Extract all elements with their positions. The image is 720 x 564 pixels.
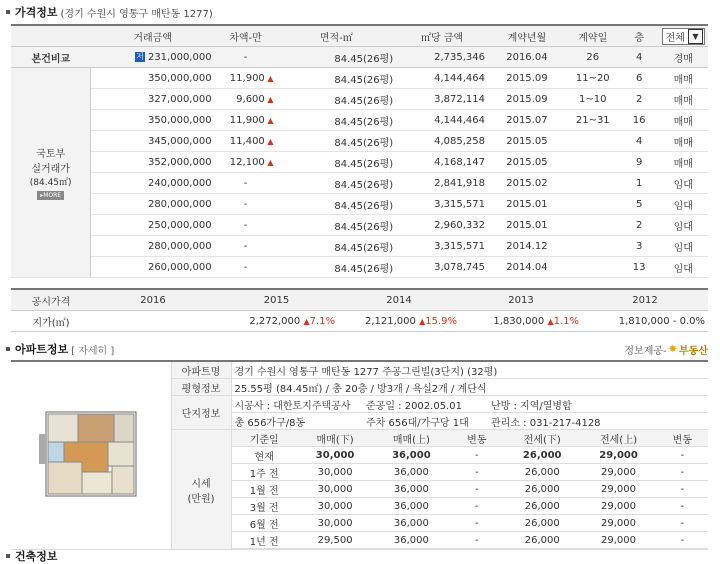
market-row [232,481,709,498]
market-header: 변동 [657,430,708,447]
up-triangle-icon: ▲ [419,316,426,326]
filter-value: 전체 [665,32,685,44]
market-cell: 30,000 [297,498,373,515]
market-row [232,464,709,481]
price-row [11,257,708,278]
cell-floor: 16 [620,110,659,131]
compare-price [91,47,215,68]
header-day: 계약일 [566,25,620,47]
header-floor: 층 [620,25,659,47]
cell-floor: 13 [620,257,659,278]
public-val-2012 [582,311,708,332]
cell-ym: 2014.12 [488,236,566,257]
sun-logo-icon: ✸ [668,344,678,355]
heating-value: 난방 : 지역/열병합 [488,396,708,413]
cell-diff [215,89,277,110]
public-value-row [11,311,708,332]
diff-value: - [243,177,248,189]
cell-price: 240,000,000 [91,173,215,194]
up-triangle-icon: ▲ [264,73,274,83]
market-cell: 30,000 [297,447,373,464]
market-table [232,430,709,549]
apt-info-table [11,360,708,550]
cell-ym: 2015.09 [488,89,566,110]
market-header: 전세(下) [504,430,580,447]
market-cell: 1주 전 [232,464,297,481]
public-price-label: 공시가격 [11,289,91,311]
apt-name-label: 아파트명 [171,361,231,379]
market-header: 전세(上) [580,430,656,447]
compare-ym: 2016.04 [488,47,566,68]
cell-ym: 2015.02 [488,173,566,194]
market-cell: - [450,532,505,549]
cell-floor: 2 [620,89,659,110]
cell-area: 84.45(26평) [277,173,397,194]
market-cell: 26,000 [504,464,580,481]
layout-label: 평형정보 [171,379,231,396]
appraisal-badge-icon: 저 [136,51,144,61]
cell-ym: 2015.07 [488,110,566,131]
cell-type: 매매 [659,68,708,89]
more-button[interactable]: ▸MORE [37,191,64,200]
cell-floor: 2 [620,215,659,236]
market-cell: 30,000 [297,464,373,481]
diff-value: - [243,240,248,252]
market-cell: 26,000 [504,481,580,498]
market-cell: - [450,515,505,532]
up-triangle-icon: ▲ [264,157,274,167]
cell-floor: 5 [620,194,659,215]
price-row [11,173,708,194]
cell-floor: 9 [620,152,659,173]
public-val-2013 [460,311,582,332]
cell-per-m2: 4,168,147 [396,152,488,173]
cell-diff [215,131,277,152]
completed-value: 준공일 : 2002.05.01 [363,396,488,413]
header-per-m2: ㎡당 금액 [396,25,488,47]
cell-day [566,173,620,194]
price-row [11,215,708,236]
market-cell: 29,000 [580,498,656,515]
market-cell: 29,000 [580,515,656,532]
market-cell: 36,000 [373,447,449,464]
cell-ym: 2014.04 [488,257,566,278]
public-val-2015 [215,311,338,332]
cell-price: 350,000,000 [91,68,215,89]
header-price: 거래금액 [91,25,215,47]
market-row [232,532,709,549]
market-header: 기준일 [232,430,297,447]
cell-price: 260,000,000 [91,257,215,278]
price-row [11,152,708,173]
market-cell: 26,000 [504,447,580,464]
cell-diff [215,194,277,215]
cell-price: 352,000,000 [91,152,215,173]
cell-day [566,257,620,278]
market-table-cell [231,430,708,550]
market-header: 매매(上) [373,430,449,447]
cell-day: 21~31 [566,110,620,131]
cell-type: 임대 [659,215,708,236]
market-cell: 29,500 [297,532,373,549]
market-cell: 29,000 [580,481,656,498]
market-row [232,447,709,464]
cell-per-m2: 3,315,571 [396,236,488,257]
cell-per-m2: 4,144,464 [396,68,488,89]
detail-link[interactable]: [ 자세히 ] [71,345,115,357]
change: 15.9% [425,315,457,327]
market-cell: 29,000 [580,532,656,549]
value: 2,121,000 [364,315,416,327]
compare-label: 본건비교 [11,47,91,68]
cell-day: 1~10 [566,89,620,110]
year-2016: 2016 [91,289,215,311]
cell-per-m2: 3,078,745 [396,257,488,278]
cell-per-m2: 3,872,114 [396,89,488,110]
price-header-row [11,25,708,47]
floor-plan-cell [11,361,171,550]
market-cell: 29,000 [580,464,656,481]
market-cell: - [657,464,708,481]
cell-per-m2: 4,144,464 [396,110,488,131]
cell-floor: 1 [620,173,659,194]
market-cell: 29,000 [580,447,656,464]
header-blank [11,25,91,47]
market-row [232,515,709,532]
market-row [232,498,709,515]
year-2013: 2013 [460,289,582,311]
price-row [11,110,708,131]
market-cell: 1년 전 [232,532,297,549]
market-cell: 36,000 [373,532,449,549]
diff-value: - [243,219,248,231]
market-cell: - [450,481,505,498]
up-triangle-icon: ▲ [547,316,554,326]
cell-per-m2: 2,960,332 [396,215,488,236]
cell-type: 매매 [659,110,708,131]
market-label-line2: (만원) [187,493,215,505]
market-cell: 30,000 [297,481,373,498]
price-row [11,236,708,257]
bullet-icon [6,347,10,351]
diff-value: 9,600 [236,93,265,105]
up-triangle-icon: ▲ [264,115,274,125]
cell-price: 280,000,000 [91,236,215,257]
price-row [11,194,708,215]
cell-floor: 4 [620,131,659,152]
year-2015: 2015 [215,289,338,311]
market-cell: - [450,498,505,515]
cell-area: 84.45(26평) [277,194,397,215]
cell-price: 280,000,000 [91,194,215,215]
cell-price: 327,000,000 [91,89,215,110]
compare-diff: - [215,47,277,68]
cell-price: 345,000,000 [91,131,215,152]
cell-diff [215,236,277,257]
cell-per-m2: 3,315,571 [396,194,488,215]
header-ym: 계약년월 [488,25,566,47]
cell-floor: 6 [620,68,659,89]
info-source [624,342,708,357]
up-triangle-icon: ▲ [303,316,310,326]
cell-diff [215,68,277,89]
public-val-2014 [338,311,460,332]
cell-day [566,236,620,257]
cell-ym: 2015.09 [488,68,566,89]
value: 2,272,000 [249,315,301,327]
parking-value: 주차 656대/가구당 1대 [363,413,488,430]
apt-name-row [11,361,708,379]
change: 1.1% [553,315,579,327]
price-table [11,24,708,278]
market-cell: 36,000 [373,481,449,498]
cell-area: 84.45(26평) [277,68,397,89]
price-row [11,89,708,110]
type-filter-select[interactable] [662,28,705,45]
office-value: 관리소 : 031-217-4128 [488,413,708,430]
address-text: (경기 수원시 영통구 매탄동 1277) [60,8,213,20]
cell-per-m2: 2,841,918 [396,173,488,194]
public-val-2016 [91,311,215,332]
cell-type: 임대 [659,173,708,194]
market-cell: - [657,447,708,464]
market-cell: - [657,515,708,532]
market-cell: - [450,464,505,481]
molit-label [11,68,91,278]
market-cell: 30,000 [297,515,373,532]
cell-day [566,131,620,152]
compare-area: 84.45(26평) [277,47,397,68]
compare-type: 경매 [659,47,708,68]
market-cell: 26,000 [504,515,580,532]
chevron-down-icon[interactable]: ▼ [688,29,703,44]
value: 1,830,000 [493,315,545,327]
land-price-label: 지가(㎡) [11,311,91,332]
change: 7.1% [309,315,335,327]
cell-diff [215,152,277,173]
up-triangle-icon: ▲ [264,94,274,104]
cell-day: 11~20 [566,68,620,89]
market-label-line1: 시세 [191,478,211,490]
diff-value: 11,900 [229,114,265,126]
market-cell: 36,000 [373,515,449,532]
cell-diff [215,110,277,131]
up-triangle-icon: ▲ [264,136,274,146]
market-cell: 3월 전 [232,498,297,515]
households-value: 총 656가구/8동 [231,413,363,430]
market-cell: - [450,447,505,464]
market-cell: - [657,481,708,498]
source-brand: 부동산 [679,346,708,357]
market-cell: 현재 [232,447,297,464]
cell-ym: 2015.01 [488,215,566,236]
header-area: 면적-㎡ [277,25,397,47]
cell-price: 350,000,000 [91,110,215,131]
cell-day [566,152,620,173]
section-title: 건축정보 [15,550,58,563]
value: 1,810,000 [618,315,670,327]
complex-label: 단지정보 [171,396,231,430]
market-header: 매매(下) [297,430,373,447]
cell-day [566,194,620,215]
market-header: 변동 [450,430,505,447]
header-diff: 차액-만 [215,25,277,47]
compare-row [11,47,708,68]
cell-diff [215,215,277,236]
section-title: 아파트정보 [15,343,69,356]
market-cell: - [657,498,708,515]
bullet-icon [6,554,10,558]
cell-price: 250,000,000 [91,215,215,236]
cell-area: 84.45(26평) [277,236,397,257]
diff-value: 11,900 [229,72,265,84]
cell-area: 84.45(26평) [277,110,397,131]
market-header-row [232,430,709,447]
floor-plan-image[interactable] [36,404,146,504]
price-row [11,131,708,152]
market-cell: 6월 전 [232,515,297,532]
type-filter-cell [659,25,708,47]
cell-type: 임대 [659,257,708,278]
market-cell: 26,000 [504,498,580,515]
molit-label-line: 국토부 [36,149,66,160]
apt-info-header [6,341,114,357]
cell-floor: 3 [620,236,659,257]
market-cell: 36,000 [373,498,449,515]
apt-name-value: 경기 수원시 영통구 매탄동 1277 주공그린빌(3단지) (32평) [231,361,708,379]
diff-value: 11,400 [229,135,265,147]
cell-per-m2: 4,085,258 [396,131,488,152]
market-cell: - [657,532,708,549]
flat-dash-icon: - [672,315,677,327]
diff-value: 12,100 [229,156,265,168]
layout-value: 25.55평 (84.45㎡) / 총 20층 / 방3개 / 욕실2개 / 계단식 [231,379,708,396]
cell-ym: 2015.05 [488,152,566,173]
cell-type: 매매 [659,89,708,110]
diff-value: - [243,261,248,273]
bullet-icon [6,10,10,14]
molit-label-line: 실거래가 [31,164,70,175]
market-cell: 36,000 [373,464,449,481]
year-2014: 2014 [338,289,460,311]
cell-type: 임대 [659,236,708,257]
builder-value: 시공사 : 대한토지주택공사 [231,396,363,413]
cell-area: 84.45(26평) [277,131,397,152]
change: 0.0% [679,315,705,327]
cell-type: 매매 [659,152,708,173]
cell-diff [215,173,277,194]
market-cell: 1월 전 [232,481,297,498]
diff-value: - [243,198,248,210]
price-info-header [6,4,213,20]
compare-price-value: 231,000,000 [147,51,212,63]
section-title: 가격정보 [15,6,58,19]
cell-ym: 2015.05 [488,131,566,152]
cell-diff [215,257,277,278]
cell-area: 84.45(26평) [277,215,397,236]
public-price-table [11,288,708,332]
cell-area: 84.45(26평) [277,152,397,173]
public-header-row [11,289,708,311]
compare-floor: 4 [620,47,659,68]
cell-type: 임대 [659,194,708,215]
cell-ym: 2015.01 [488,194,566,215]
molit-label-line: (84.45㎡) [29,178,72,188]
cell-area: 84.45(26평) [277,89,397,110]
year-2012: 2012 [582,289,708,311]
cell-type: 매매 [659,131,708,152]
market-cell: 26,000 [504,532,580,549]
market-label [171,430,231,550]
cell-day [566,215,620,236]
price-row [11,68,708,89]
source-label: 정보제공- [624,346,667,357]
compare-per-m2: 2,735,346 [396,47,488,68]
compare-day: 26 [566,47,620,68]
cell-area: 84.45(26평) [277,257,397,278]
building-info-header [6,548,58,564]
